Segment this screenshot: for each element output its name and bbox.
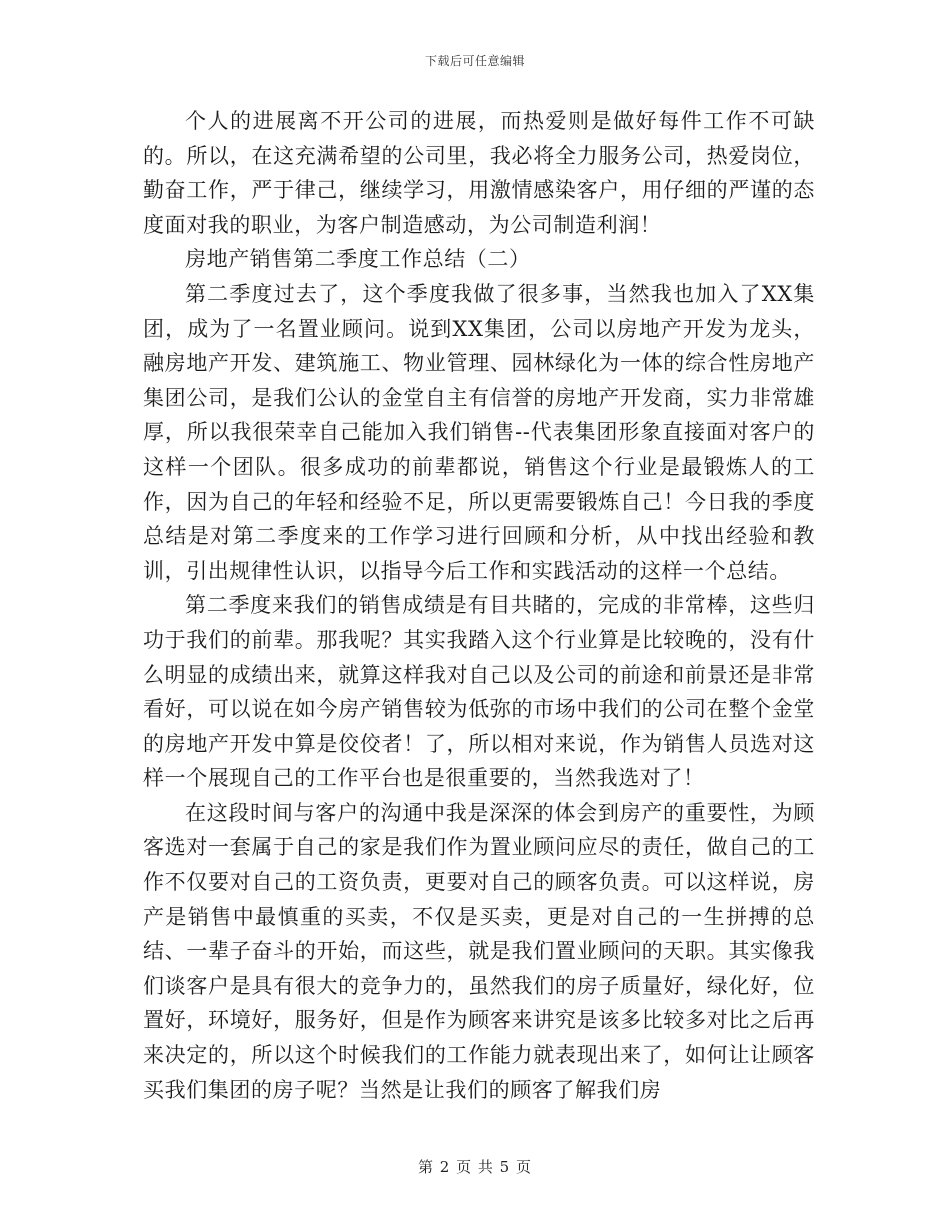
section-title: 房地产销售第二季度工作总结（二）: [185, 247, 531, 272]
paragraph-joining: 第二季度过去了，这个季度我做了很多事，当然我也加入了XX集团，成为了一名置业顾问。说到XX集团，公司以房地产开发为龙头，融房地产开发、建筑施工、物业管理、园林绿化为一体的综合性房地产集团公司，是我们公认的金堂自主有信誉的房地产开发商，实力非常雄厚，所以我很荣幸自己能加入我们销售--代表集团形象直接面对客户的这样一个团队。很多成功的前辈都说，销售这个行业是最锻炼人的工作，因为自己的年轻和经验不足，所以更需要锻炼自己！今日我的季度总结是对第二季度来的工作学习进行回顾和分析，从中找出经验和教训，引出规律性认识，以指导今后工作和实践活动的这样一个总结。: [143, 281, 815, 583]
document-body: [143, 104, 815, 1107]
page-header: 下载后可任意编辑: [424, 54, 525, 68]
paragraph-intro: 个人的进展离不开公司的进展，而热爱则是做好每件工作不可缺的。所以，在这充满希望的公司里，我必将全力服务公司，热爱岗位，勤奋工作，严于律己，继续学习，用激情感染客户，用仔细的严谨的态度面对我的职业，为客户制造感动，为公司制造利润！: [143, 109, 815, 237]
page-number: 第 2 页 共 5 页: [418, 1158, 532, 1176]
paragraph-customer-communication: 在这段时间与客户的沟通中我是深深的体会到房产的重要性，为顾客选对一套属于自己的家是我们作为置业顾问应尽的责任，做自己的工作不仅要对自己的工资负责，更要对自己的顾客负责。可以这样说，房产是销售中最慎重的买卖，不仅是买卖，更是对自己的一生拼搏的总结、一辈子奋斗的开始，而这些，就是我们置业顾问的天职。其实像我们谈客户是具有很大的竞争力的，虽然我们的房子质量好，绿化好，位置好，环境好，服务好，但是作为顾客来讲究是该多比较多对比之后再来决定的，所以这个时候我们的工作能力就表现出来了，如何让让顾客买我们集团的房子呢？当然是让我们的顾客了解我们房: [143, 800, 815, 1102]
paragraph-sales-results: 第二季度来我们的销售成绩是有目共睹的，完成的非常棒，这些归功于我们的前辈。那我呢？其实我踏入这个行业算是比较晚的，没有什么明显的成绩出来，就算这样我对自己以及公司的前途和前景还是非常看好，可以说在如今房产销售较为低弥的市场中我们的公司在整个金堂的房地产开发中算是佼佼者！了，所以相对来说，作为销售人员选对这样一个展现自己的工作平台也是很重要的，当然我选对了！: [143, 593, 815, 791]
